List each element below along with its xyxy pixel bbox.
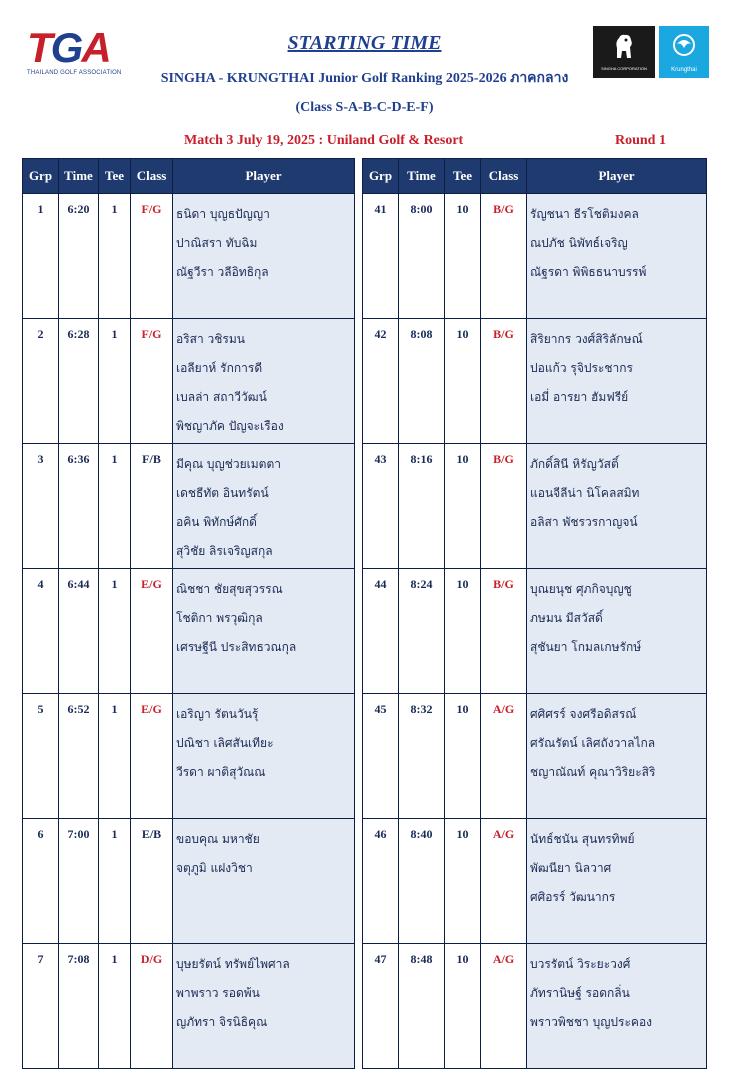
player-name: ปณิชา เลิศสันเทียะ [176,736,274,750]
class-code: F/B [131,444,173,569]
tee-number: 1 [99,194,131,319]
player-list [173,944,355,1069]
player-name: จตุภูมิ แฝงวิชา [176,861,253,875]
table-row [23,944,355,1069]
tee-number: 10 [445,694,481,819]
player-name: สุวิชัย ลิรเจริญสกุล [176,544,273,558]
class-code: E/B [131,819,173,944]
tee-time: 7:00 [59,819,99,944]
group-number: 2 [23,319,59,444]
class-code: B/G [481,194,527,319]
tee-time: 6:52 [59,694,99,819]
class-code: A/G [481,819,527,944]
table-row [363,444,707,569]
group-number: 41 [363,194,399,319]
player-name: ณัฐวีรา วลีอิทธิกุล [176,265,269,279]
table-row [23,444,355,569]
player-name: ปอแก้ว รุจิประชากร [530,361,633,375]
class-code: B/G [481,319,527,444]
class-code: E/G [131,569,173,694]
player-name: วีรดา ผาติสุวัณณ [176,765,266,779]
group-number: 7 [23,944,59,1069]
table-header-row [23,159,355,194]
tee-number: 1 [99,694,131,819]
player-name: เอริญา รัตนวันรุ้ [176,707,259,721]
tee-number: 1 [99,444,131,569]
tee-number: 10 [445,444,481,569]
tee-number: 10 [445,819,481,944]
class-code: A/G [481,694,527,819]
tee-time: 8:16 [399,444,445,569]
player-name: เอมี่ อารยา ฮัมฟรีย์ [530,390,629,404]
player-name: ญภัทรา จิรนิธิคุณ [176,1015,268,1029]
tee-time: 8:48 [399,944,445,1069]
tee-time: 8:00 [399,194,445,319]
table-row [363,944,707,1069]
player-name: ชญาณัณท์ คุณาวิริยะสิริ [530,765,656,779]
player-name: ณัฐรดา พิพิธธนาบรรพ์ [530,265,647,279]
tga-logo-letter: T [27,24,51,71]
player-name: บุณยนุช ศุภกิจบุญชู [530,582,632,596]
group-number: 45 [363,694,399,819]
player-list [173,319,355,444]
player-name: ขอบคุณ มหาชัย [176,832,260,846]
player-name: อคิน พิทักษ์ศักดิ์ [176,515,257,529]
column-header-time: Time [59,159,99,194]
tee-number: 1 [99,819,131,944]
player-name: ณิชชา ชัยสุขสุวรรณ [176,582,283,596]
schedule-table-right [362,158,707,1069]
player-name: ณปภัช นิพัทธ์เจริญ [530,236,628,250]
krungthai-logo [659,26,709,78]
table-row [363,194,707,319]
player-name: บุษยรัตน์ ทรัพย์ไพศาล [176,957,290,971]
column-header-class: Class [131,159,173,194]
player-name: ภักดิ์สินี หิรัญวัสติ์ [530,457,619,471]
player-name: ธนิดา บุญธปัญญา [176,207,270,221]
table-row [23,319,355,444]
player-name: สิริยากร วงศ์สิริลักษณ์ [530,332,643,346]
class-list: (Class S-A-B-C-D-E-F) [295,100,434,115]
tee-number: 10 [445,944,481,1069]
player-name: เอลียาห์ รักการดี [176,361,263,375]
player-list [173,819,355,944]
player-name: เบลล่า สถาวีวัฒน์ [176,390,267,404]
player-list [173,569,355,694]
column-header-grp: Grp [23,159,59,194]
table-row [23,194,355,319]
table-row [23,569,355,694]
player-name: พราวพิชชา บุญประคอง [530,1015,653,1029]
player-list [527,194,707,319]
tee-number: 1 [99,944,131,1069]
player-name: อริสา วชิรมน [176,332,245,346]
tee-time: 7:08 [59,944,99,1069]
bird-icon [671,32,697,60]
player-name: พิชญาภัค ปัญจะเรือง [176,419,284,433]
lion-icon [611,32,637,60]
player-name: พัฒนียา นิลวาศ [530,861,612,875]
player-name: สุชันยา โกมลเกษรักษ์ [530,640,642,654]
player-list [527,694,707,819]
player-name: รัญชนา ธีรโชติมงคล [530,207,639,221]
player-list [173,444,355,569]
class-code: B/G [481,569,527,694]
table-row [363,569,707,694]
class-code: F/G [131,194,173,319]
player-list [173,694,355,819]
player-name: บวรรัตน์ วิระยะวงศ์ [530,957,631,971]
tga-logo-letter: A [81,24,110,71]
singha-logo [593,26,655,78]
player-name: นัทธ์ชนัน สุนทรทิพย์ [530,832,635,846]
column-header-time: Time [399,159,445,194]
player-list [527,444,707,569]
player-name: พาพราว รอดพ้น [176,986,260,1000]
group-number: 3 [23,444,59,569]
krungthai-caption: Krungthai [671,67,697,73]
tee-number: 1 [99,569,131,694]
table-row [363,694,707,819]
player-name: อลิสา พัชรวรกาญจน์ [530,515,638,529]
column-header-class: Class [481,159,527,194]
class-code: E/G [131,694,173,819]
player-name: เดชธีทัต อินทรัตน์ [176,486,269,500]
tee-time: 8:32 [399,694,445,819]
player-list [527,944,707,1069]
player-name: มีคุณ บุญช่วยเมตตา [176,457,281,471]
column-header-tee: Tee [445,159,481,194]
player-list [527,819,707,944]
tee-time: 6:28 [59,319,99,444]
tee-time: 6:20 [59,194,99,319]
tee-number: 1 [99,319,131,444]
group-number: 4 [23,569,59,694]
class-code: A/G [481,944,527,1069]
table-row [23,819,355,944]
table-row [23,694,355,819]
singha-caption: SINGHA CORPORATION [601,66,647,71]
tee-number: 10 [445,569,481,694]
group-number: 6 [23,819,59,944]
player-name: ปาณิสรา ทับฉิม [176,236,258,250]
column-header-grp: Grp [363,159,399,194]
group-number: 5 [23,694,59,819]
player-name: โชติกา พรวุฒิกุล [176,611,263,625]
tee-time: 8:24 [399,569,445,694]
player-name: ภัทรานิษฐ์ รอดกลิ่น [530,986,630,1000]
class-code: F/G [131,319,173,444]
group-number: 1 [23,194,59,319]
player-name: ภษมน มีสวัสดิ์ [530,611,603,625]
tga-logo-subtitle: THAILAND GOLF ASSOCIATION [27,70,122,76]
player-list [527,319,707,444]
player-name: ศศิศรร์ จงศรีอดิสรณ์ [530,707,637,721]
tee-time: 6:44 [59,569,99,694]
table-row [363,819,707,944]
round-label: Round 1 [615,133,666,148]
player-name: แอนจีลีน่า นิโคลสมิท [530,486,640,500]
tee-number: 10 [445,194,481,319]
column-header-player: Player [173,159,355,194]
group-number: 43 [363,444,399,569]
group-number: 44 [363,569,399,694]
tournament-subtitle: SINGHA - KRUNGTHAI Junior Golf Ranking 2025-2026 ภาคกลาง [160,71,569,86]
player-list [527,569,707,694]
player-name: เศรษฐีนี ประสิทธวณกุล [176,640,297,654]
class-code: D/G [131,944,173,1069]
table-header-row [363,159,707,194]
class-code: B/G [481,444,527,569]
match-info: Match 3 July 19, 2025 : Uniland Golf & Resort [184,133,464,148]
group-number: 42 [363,319,399,444]
tee-time: 6:36 [59,444,99,569]
tee-time: 8:40 [399,819,445,944]
tee-time: 8:08 [399,319,445,444]
column-header-player: Player [527,159,707,194]
player-name: ศศิอรร์ วัฒนากร [530,890,616,904]
player-list [173,194,355,319]
tga-logo-letter: G [50,24,82,71]
column-header-tee: Tee [99,159,131,194]
tee-number: 10 [445,319,481,444]
player-name: ศรัณรัตน์ เลิศถังวาลไกล [530,736,656,750]
table-row [363,319,707,444]
page-title: STARTING TIME [287,32,442,54]
group-number: 47 [363,944,399,1069]
schedule-table-left [22,158,355,1069]
group-number: 46 [363,819,399,944]
